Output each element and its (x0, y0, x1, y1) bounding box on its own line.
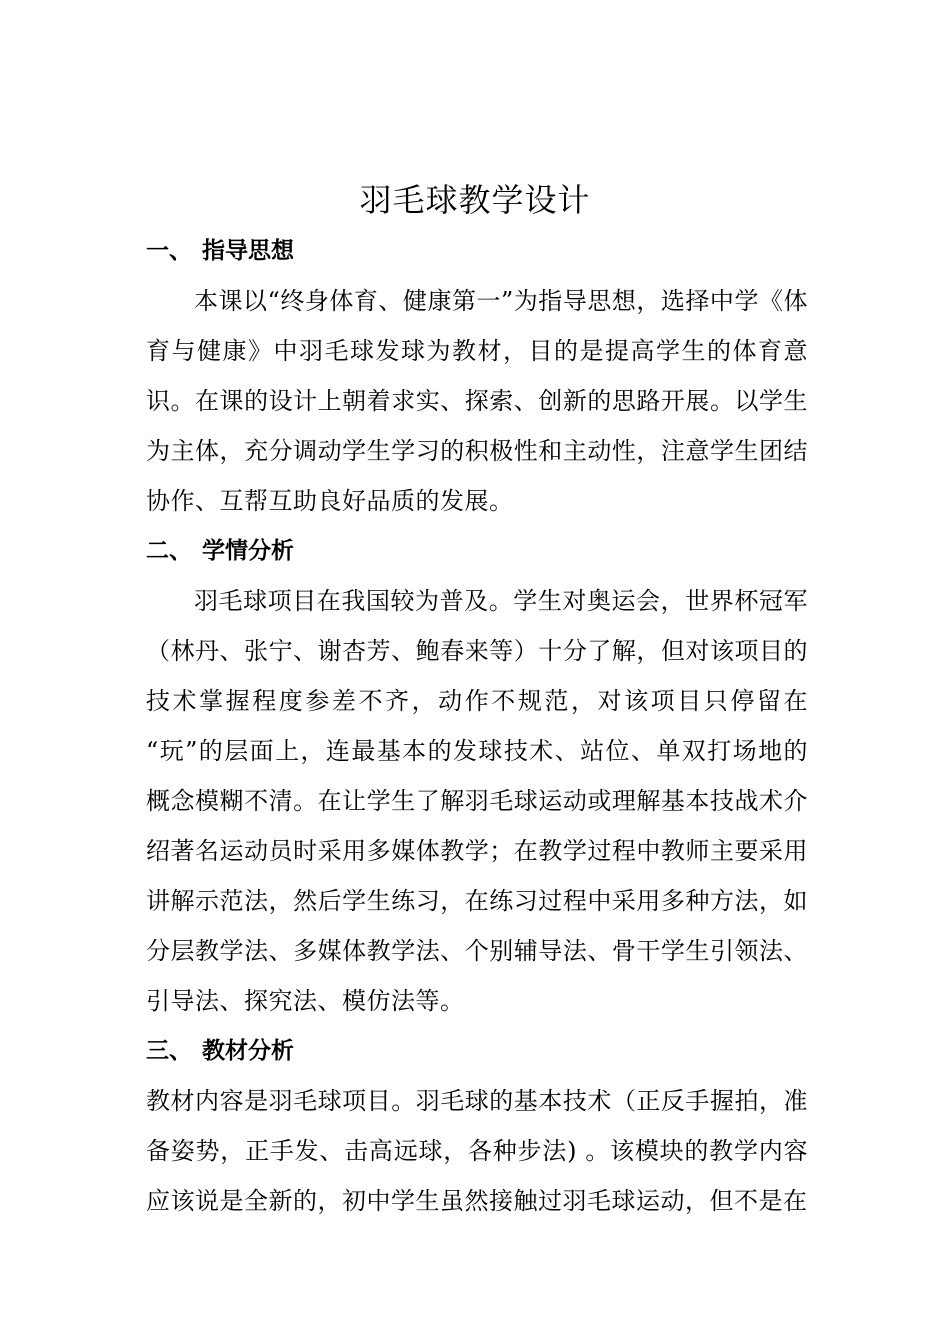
section-heading-text: 指导思想 (202, 238, 294, 264)
section-number: 一、 (146, 238, 192, 264)
section-heading (146, 226, 808, 276)
section-paragraph: 羽毛球项目在我国较为普及。学生对奥运会，世界杯冠军（林丹、张宁、谢杏芳、鲍春来等）十分了解，但对该项目的技术掌握程度参差不齐，动作不规范，对该项目只停留在 “玩”的层面上，连最基本的发球技术、站位、单双打场地的概念模糊不清。在让学生了解羽毛球运动或理解基本技战术介绍著名运动员时采用多媒体教学；在教学过程中教师主要采用讲解示范法，然后学生练习，在练习过程中采用多种方法，如分层教学法、多媒体教学法、个别辅导法、骨干学生引领法、引导法、探究法、模仿法等。 (146, 587, 808, 1015)
section-guiding-ideology (146, 226, 808, 526)
section-paragraph: 教材内容是羽毛球项目。羽毛球的基本技术（正反手握拍，准备姿势，正手发、击高远球，各种步法) 。该模块的教学内容应该说是全新的，初中学生虽然接触过羽毛球运动，但不是在 (146, 1087, 808, 1215)
section-paragraph: 本课以“终身体育、健康第一”为指导思想，选择中学《体育与健康》中羽毛球发球为教材，目的是提高学生的体育意识。在课的设计上朝着求实、探索、创新的思路开展。以学生为主体，充分调动学生学习的积极性和主动性，注意学生团结协作、互帮互助良好品质的发展。 (146, 287, 808, 515)
section-heading (146, 526, 808, 576)
section-heading-text: 教材分析 (202, 1038, 294, 1064)
section-heading (146, 1026, 808, 1076)
section-learner-analysis (146, 526, 808, 1026)
document-title: 羽毛球教学设计 (359, 181, 591, 219)
section-heading-text: 学情分析 (202, 538, 294, 564)
section-number: 二、 (146, 538, 192, 564)
section-number: 三、 (146, 1038, 192, 1064)
section-material-analysis (146, 1026, 808, 1226)
document-body (146, 226, 808, 1226)
